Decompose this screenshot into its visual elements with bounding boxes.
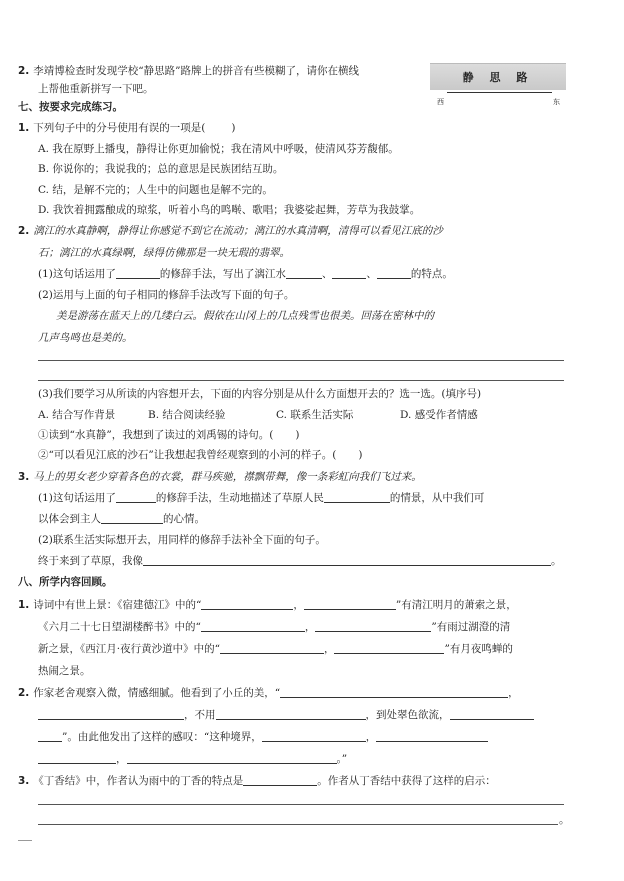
s8q3-line1 — [18, 774, 496, 788]
section7-title: 七、按要求完成练习。 — [18, 101, 123, 113]
feature-blank-2[interactable] — [332, 267, 366, 279]
feature-blank-1[interactable] — [286, 267, 322, 279]
page-corner-mark — [18, 840, 32, 841]
option-a: A. 结合写作背景 — [38, 409, 116, 421]
s7q1-stem: 下列句子中的分号使用有误的一项是( — [33, 122, 206, 134]
s7q2-sub2: (2)运用与上面的句子相同的修辞手法改写下面的句子。 — [38, 289, 295, 301]
s8q2-text-4a: ， — [116, 753, 127, 765]
section8-title: 八、所学内容回顾。 — [18, 576, 113, 588]
option-c: C. 联系生活实际 — [276, 409, 354, 421]
sign-west-label: 西 — [437, 98, 444, 106]
s7q2-options — [38, 408, 478, 422]
s7q1-number: 1. — [18, 122, 30, 134]
poem1-blank-1[interactable] — [201, 598, 293, 610]
s7q2-answer-line-2[interactable] — [38, 380, 564, 381]
s7q2-para1: 美是游荡在蓝天上的几缕白云。假依在山冈上的几点残雪也很美。回荡在密林中的 — [56, 310, 434, 322]
s7q3-sub2-sentence — [38, 554, 562, 568]
poem2-blank-2[interactable] — [315, 620, 431, 632]
s7q1-option-d: D. 我饮着拥露酿成的琼浆，听着小鸟的鸣啭、歌唱；我婆娑起舞，芳草为我鼓掌。 — [38, 204, 421, 216]
s7q2-text1: 漓江的水真静啊，静得让你感觉不到它在流动；漓江的水真清啊，清得可以看见江底的沙 — [33, 225, 443, 237]
s7q3-sub1-text-d: 以体会到主人 — [38, 513, 101, 525]
s8q2-line3 — [38, 730, 488, 744]
s8q2-text-1a: 作家老舍观察入微，情感细腻。他看到了小丘的美，“ — [33, 687, 281, 699]
laoshe-blank-4[interactable] — [450, 708, 534, 720]
lilac-answer-line-2[interactable] — [38, 824, 558, 825]
s7q3-stem-line — [18, 470, 422, 484]
s7q1-stem-end: ) — [231, 122, 236, 134]
s8q1-text-1c: ”有清江明月的萧索之景， — [395, 599, 517, 611]
s7q3-sub2-text: 终于来到了草原，我像 — [38, 555, 143, 567]
option-b: B. 结合阅读经验 — [148, 409, 226, 421]
s7q3-number: 3. — [18, 471, 30, 483]
s8q1-line4: 热闹之景。 — [38, 665, 91, 677]
street-sign — [430, 63, 566, 90]
s7q3-sub1-text-a: (1)这句话运用了 — [38, 492, 116, 504]
lilac-feature-blank[interactable] — [243, 774, 317, 786]
q2-line2: 上帮他重新拼写一下吧。 — [38, 83, 154, 95]
q2-text1: 李靖博检查时发现学校“静思路”路牌上的拼音有些模糊了，请你在横线 — [33, 65, 360, 77]
s8q3-text-1b: 。作者从丁香结中获得了这样的启示： — [317, 775, 496, 787]
s7q1-option-b: B. 你说你的；我说我的；总的意思是民族团结互助。 — [38, 163, 284, 175]
s7q2-sub1-text-e: 的特点。 — [410, 268, 453, 280]
s7q2-para2: 几声鸟鸣也是美的。 — [38, 332, 133, 344]
q2-line1 — [18, 64, 359, 78]
s8q1-line2 — [38, 620, 510, 634]
s8q1-text-1a: 诗词中有世上景：《宿建德江》中的“ — [33, 599, 202, 611]
s7q1-answer-blank[interactable] — [205, 122, 231, 133]
s7q1-stem-line — [18, 121, 236, 135]
poem2-blank-1[interactable] — [201, 620, 305, 632]
s7q2-item1-text: ①读到“水真静”，我想到了读过的刘禹锡的诗句。( — [38, 429, 274, 441]
street-sign-text: 静 思 路 — [462, 71, 534, 84]
s7q3-sub2-end: 。 — [551, 555, 562, 567]
s7q2-sub1-text-b: 的修辞手法，写出了漓江水 — [159, 268, 286, 280]
s8q1-text-2c: ”有雨过湖澄的清 — [431, 621, 511, 633]
s7q1-option-c: C. 结，是解不完的；人生中的问题也是解不完的。 — [38, 184, 273, 196]
s7q2-item1-end: ) — [295, 429, 300, 441]
s8q2-text-4b: 。” — [336, 753, 348, 765]
s8q1-text-1b: ， — [293, 599, 304, 611]
s7q2-sub1-text-d: 、 — [366, 268, 377, 280]
s8q1-text-3c: ”有月夜鸣蝉的 — [444, 643, 513, 655]
s8q1-line3 — [38, 642, 513, 656]
s8q2-line1 — [18, 686, 519, 700]
laoshe-blank-9[interactable] — [127, 752, 337, 764]
poem3-blank-1[interactable] — [220, 642, 324, 654]
rhetoric-blank[interactable] — [116, 267, 160, 279]
s7q3-sub1-line2 — [38, 512, 205, 526]
s7q3-scene-blank[interactable] — [324, 491, 390, 503]
s7q2-line1 — [18, 224, 443, 238]
s7q3-sub1-text-b: 的修辞手法，生动地描述了草原人民 — [155, 492, 324, 504]
s7q2-sub1-text-c: 、 — [321, 268, 333, 280]
s7q2-sub3: (3)我们要学习从所读的内容想开去，下面的内容分别是从什么方面想开去的？选一选。(填序号) — [38, 388, 482, 400]
s7q3-rhetoric-blank[interactable] — [116, 491, 156, 503]
s8q2-text-3a: ”。由此他发出了这样的感叹：“这种境界， — [62, 731, 262, 743]
sign-east-label: 东 — [553, 98, 560, 106]
pinyin-blank[interactable] — [447, 92, 552, 93]
s7q2-line2: 石；漓江的水真绿啊，绿得仿佛那是一块无瑕的翡翠。 — [38, 247, 290, 259]
q2-number: 2. — [18, 65, 30, 77]
s7q2-item2 — [38, 448, 362, 462]
s8q3-end: 。 — [559, 814, 570, 826]
s8q2-text-3b: ， — [365, 731, 377, 743]
lilac-answer-line-1[interactable] — [38, 804, 564, 805]
s7q2-sub1 — [38, 267, 453, 281]
s8q1-text-3b: ， — [323, 643, 335, 655]
laoshe-blank-6[interactable] — [262, 730, 366, 742]
feature-blank-3[interactable] — [377, 267, 411, 279]
s8q2-text-2a: ，不用 — [184, 709, 216, 721]
laoshe-blank-2[interactable] — [38, 708, 184, 720]
laoshe-blank-5[interactable] — [38, 730, 62, 742]
s7q2-sub1-text-a: (1)这句话运用了 — [38, 268, 116, 280]
laoshe-blank-3[interactable] — [216, 708, 366, 720]
laoshe-blank-1[interactable] — [280, 686, 508, 698]
s8q2-line2 — [38, 708, 534, 722]
s8q2-text-1b: ， — [508, 687, 519, 699]
s8q2-number: 2. — [18, 687, 30, 699]
s7q3-stem: 马上的男女老少穿着各色的衣裳，群马疾驰，襟飘带舞，像一条彩虹向我们飞过来。 — [33, 471, 422, 483]
s8q1-text-2b: ， — [304, 621, 316, 633]
s7q2-item1 — [38, 428, 299, 442]
s7q1-option-a: A. 我在原野上播曳，静得让你更加偷悦；我在清风中呼吸，使清风芬芳馥郁。 — [38, 143, 399, 155]
s8q2-text-2b: ，到处翠色欲流， — [365, 709, 450, 721]
s7q3-sentence-blank[interactable] — [143, 554, 551, 566]
s8q3-number: 3. — [18, 775, 30, 787]
poem1-blank-2[interactable] — [304, 598, 396, 610]
s7q3-mood-blank[interactable] — [101, 512, 163, 524]
s7q2-number: 2. — [18, 225, 30, 237]
s7q2-item2-end: ) — [358, 449, 363, 461]
s7q2-answer-line-1[interactable] — [38, 360, 564, 361]
s8q1-number: 1. — [18, 599, 30, 611]
s7q3-sub1-line1 — [38, 491, 484, 505]
s8q2-line4 — [38, 752, 347, 766]
s7q3-sub1-text-c: 的情景，从中我们可 — [389, 492, 485, 504]
s7q3-sub1-text-e: 的心情。 — [163, 513, 205, 525]
laoshe-blank-8[interactable] — [38, 752, 116, 764]
s8q1-text-3a: 新之景，《西江月·夜行黄沙道中》中的“ — [38, 643, 220, 655]
poem3-blank-2[interactable] — [334, 642, 444, 654]
s7q3-sub2: (2)联系生活实际想开去，用同样的修辞手法补全下面的句子。 — [38, 534, 326, 546]
s8q1-text-2a: 《六月二十七日望湖楼醉书》中的“ — [38, 621, 201, 633]
laoshe-blank-7[interactable] — [376, 730, 488, 742]
s8q3-text-1a: 《丁香结》中，作者认为雨中的丁香的特点是 — [33, 775, 244, 787]
s8q1-line1 — [18, 598, 517, 612]
option-d: D. 感受作者情感 — [400, 409, 478, 421]
s7q2-item2-text: ②“可以看见江底的沙石”让我想起我曾经观察到的小河的样子。( — [38, 449, 337, 461]
